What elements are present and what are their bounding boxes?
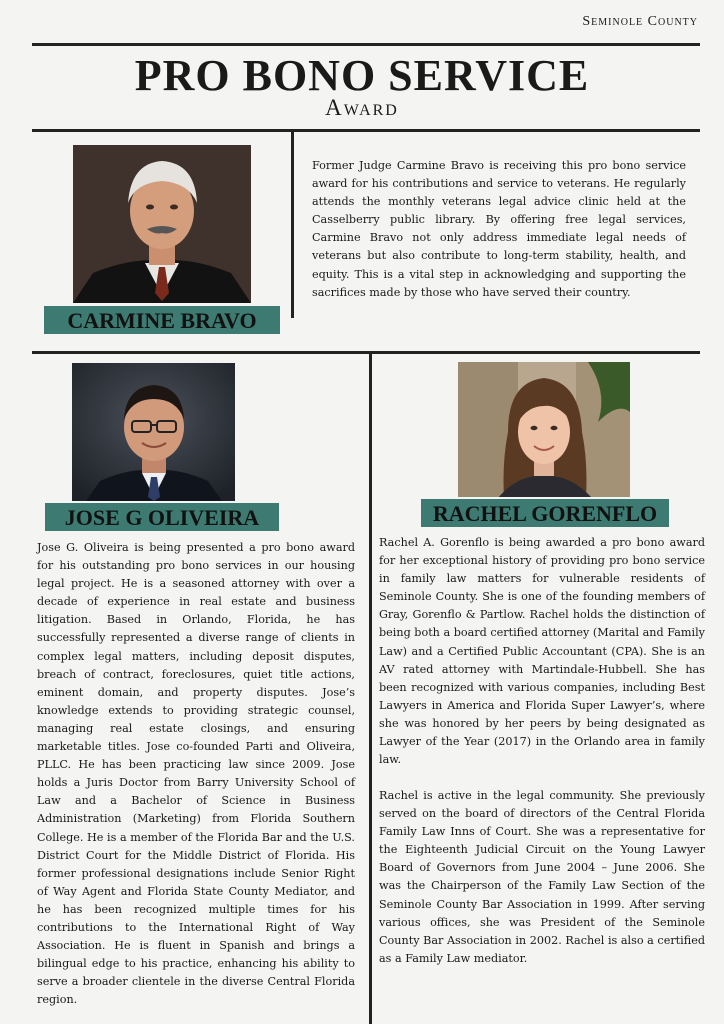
header-rule (32, 129, 700, 132)
carmine-bravo-name: CARMINE BRAVO (42, 304, 282, 336)
section1-divider (291, 131, 294, 318)
page-subtitle: Award (325, 95, 399, 120)
carmine-bravo-photo (73, 145, 251, 303)
rachel-gorenflo-bio: Rachel A. Gorenflo is being awarded a pro bono award for her exceptional history of providing pro bono service in family law matters for vulnerable residents of Seminole County. She is one of the founding members of Gray, Gorenflo & Partlow. Rachel holds the distinction of being both a board certified attorney (Marital and Family Law) and a Certified Public Accountant (CPA). She is an AV rated attorney with Martindale-Hubbell. She has been recognized with various companies, including Best Lawyers in America and Florida Super Lawyer’s, where she was honored by her peers by being designated as Lawyer of the Year (2017) in the Orlando area in family law. (379, 536, 705, 767)
jose-oliveira-bio: Jose G. Oliveira is being presented a pro bono award for his outstanding pro bono services in our housing legal project. He is a seasoned attorney with over a decade of experience in real estate and business litigation. Based in Orlando, Florida, he has successfully represented a diverse range of clients in complex legal matters, including deposit disputes, breach of contract, foreclosures, quiet title actions, eminent domain, and property disputes. Jose’s knowledge extends to providing strategic counsel, managing real estate closings, and ensuring marketable titles. Jose co-founded Parti and Oliveira, PLLC. He has been practicing law since 2009. Jose holds a Juris Doctor from Barry University School of Law and a Bachelor of Science in Business Administration (Marketing) from Florida Southern College. He is a member of the Florida Bar and the U.S. District Court for the Middle District of Florida. His former professional designations include Senior Right of Way Agent and Florida State County Mediator, and he has been recognized multiple times for his contributions to the International Right of Way Association. He is fluent in Spanish and brings a bilingual edge to his practice, enhancing his ability to serve a broader clientele in the diverse Central Florida region. (37, 541, 355, 1007)
jose-oliveira-photo (72, 363, 235, 501)
top-rule (32, 43, 700, 46)
rachel-gorenflo-bio-2: Rachel is active in the legal community. She previously served on the board of directors of the Central Florida Family Law Inns of Court. She was a representative for the Eighteenth Judicial Circuit on the Young Lawyer Board of Governors from June 2004 – June 2006. She was the Chairperson of the Family Law Section of the Seminole County Bar Association in 1999. After serving various offices, she was President of the Seminole County Bar Association in 2002. Rachel is also a certified as a Family Law mediator. (379, 789, 705, 965)
section2-divider (369, 353, 372, 1024)
middle-rule (32, 351, 700, 354)
rachel-gorenflo-photo (458, 362, 630, 498)
rachel-gorenflo-name: RACHEL GORENFLO (419, 497, 671, 529)
page-title: PRO BONO SERVICE (134, 51, 590, 100)
carmine-bravo-bio: Former Judge Carmine Bravo is receiving this pro bono service award for his contributions and service to veterans. He regularly attends the monthly veterans legal advice clinic held at the Casselberry public library. By offering free legal services, Carmine Bravo not only address immediate legal needs of veterans but also contribute to long-term stability, health, and equity. This is a vital step in acknowledging and supporting the sacrifices made by those who have served their country. (312, 159, 686, 299)
jose-oliveira-name: JOSE G OLIVEIRA (43, 501, 281, 533)
county-label: Seminole County (582, 14, 698, 29)
